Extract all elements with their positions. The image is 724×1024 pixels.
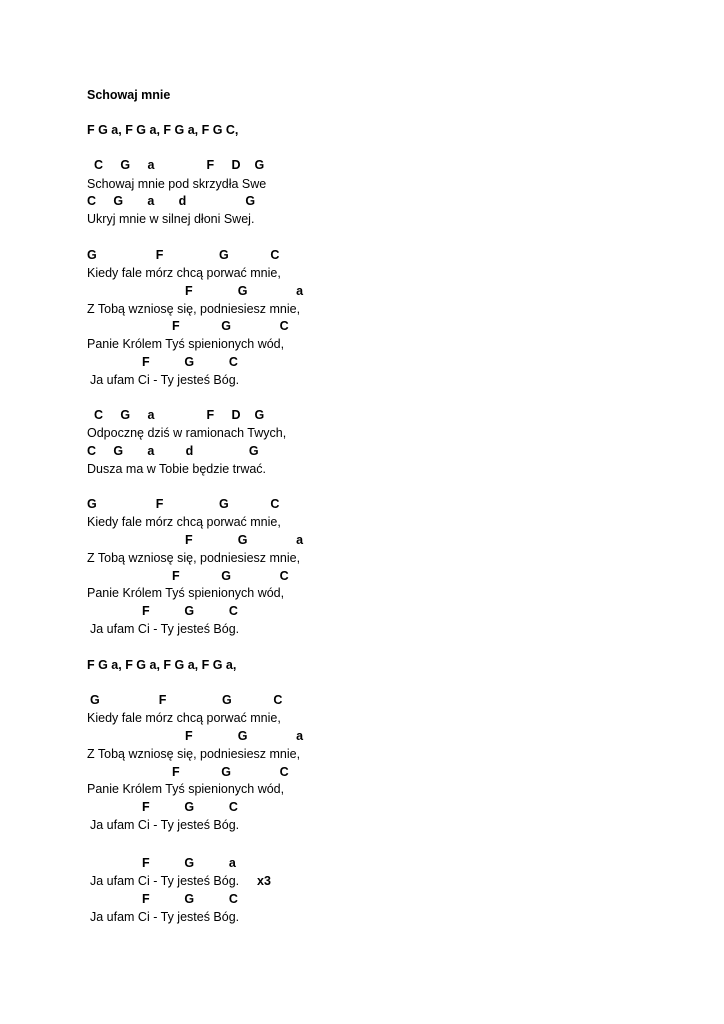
lyric-line: Odpocznę dziś w ramionach Twych, [87,426,287,440]
chord-line: F G C [142,892,238,906]
chord-line: F G C [142,355,238,369]
lyric-line: Ja ufam Ci - Ty jesteś Bóg. [90,818,240,832]
lyric-line: Ja ufam Ci - Ty jesteś Bóg. [90,373,240,387]
chord-line: G F G C [87,248,280,262]
lyric-line: Panie Królem Tyś spienionych wód, [87,586,285,600]
chord-line: F G C [142,800,238,814]
chord-line: F G a [142,856,236,870]
repeat-marker: x3 [257,874,271,888]
song-title: Schowaj mnie [87,88,171,102]
lyric-line: Ja ufam Ci - Ty jesteś Bóg. [90,874,240,888]
chord-line: F G C [172,765,289,779]
chord-line: F G a, F G a, F G a, F G C, [87,123,239,137]
chord-line: G F G C [87,497,280,511]
chord-line: F G C [172,319,289,333]
chord-line: G F G C [90,693,283,707]
lyric-line: Dusza ma w Tobie będzie trwać. [87,462,267,476]
chord-line: C G a d G [87,444,259,458]
lyric-line: Ukryj mnie w silnej dłoni Swej. [87,212,255,226]
lyric-line: Z Tobą wzniosę się, podniesiesz mnie, [87,302,301,316]
lyric-line: Kiedy fale mórz chcą porwać mnie, [87,711,281,725]
lyric-line: Ja ufam Ci - Ty jesteś Bóg. [90,910,240,924]
chord-line: F G C [172,569,289,583]
chord-line: F G a [185,729,304,743]
chord-line: F G a, F G a, F G a, F G a, [87,658,237,672]
lyric-line: Kiedy fale mórz chcą porwać mnie, [87,515,281,529]
lyric-line: Schowaj mnie pod skrzydła Swe [87,177,267,191]
lyric-line: Kiedy fale mórz chcą porwać mnie, [87,266,281,280]
lyric-line: Z Tobą wzniosę się, podniesiesz mnie, [87,747,301,761]
chord-line: C G a d G [87,194,256,208]
lyric-line: Ja ufam Ci - Ty jesteś Bóg. [90,622,240,636]
chord-line: F G C [142,604,238,618]
chord-line: F G a [185,533,304,547]
lyric-line: Z Tobą wzniosę się, podniesiesz mnie, [87,551,301,565]
chord-line: C G a F D G [94,408,265,422]
chord-line: F G a [185,284,304,298]
lyric-line: Panie Królem Tyś spienionych wód, [87,782,285,796]
chord-line: C G a F D G [94,158,265,172]
lyric-line: Panie Królem Tyś spienionych wód, [87,337,285,351]
